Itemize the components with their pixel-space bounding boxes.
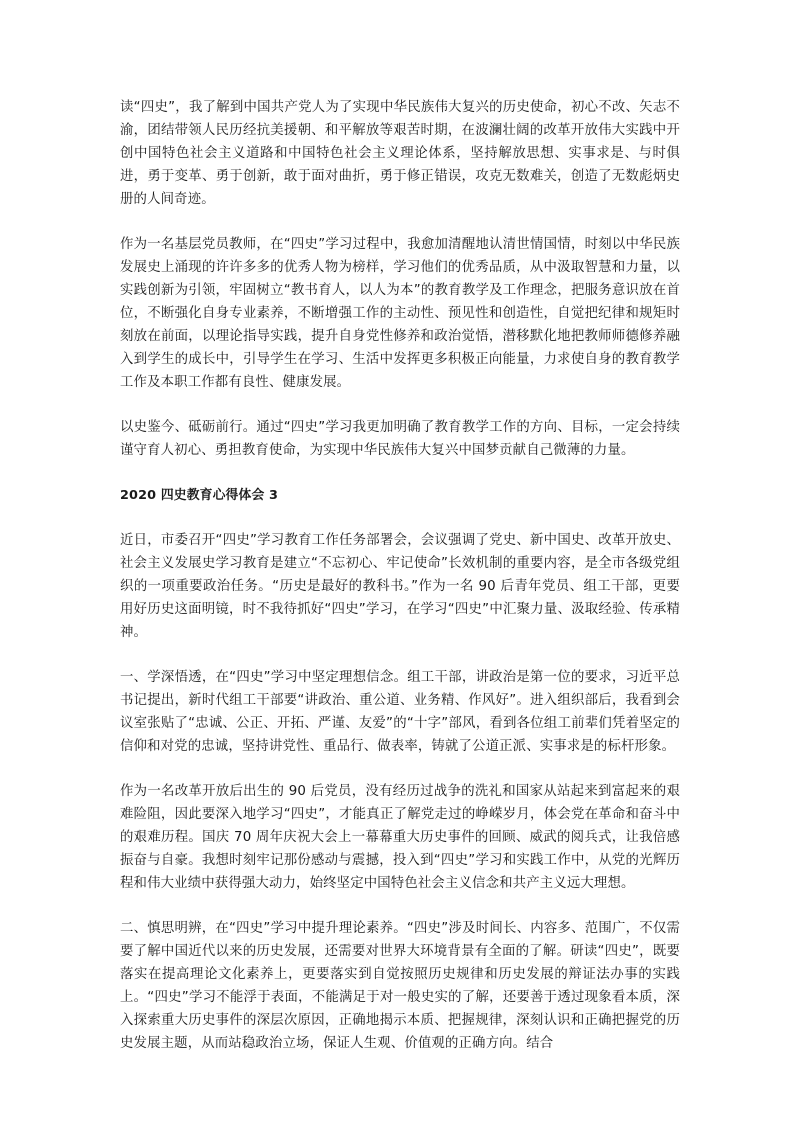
paragraph-meeting-intro: 近日，市委召开“四史”学习教育工作任务部署会，会议强调了党史、新中国史、改革开放史、社会主义发展史学习教育是建立“不忘初心、牢记使命”长效机制的重要内容，是全市各级党组织的一项重要政治任务。“历史是最好的教科书。”作为一名 90 后青年党员、组工干部，更要用好历史这面明镜，时不我待抓好“四史”学习，在学习“四史”中汇聚力量、汲取经验、传承精神。 bbox=[120, 533, 680, 640]
section-heading: 2020 四史教育心得体会 3 bbox=[120, 488, 279, 503]
paragraph-teacher-reflection: 作为一名基层党员教师，在“四史”学习过程中，我愈加清醒地认清世情国情，时刻以中华民族发展史上涌现的许许多多的优秀人物为榜样，学习他们的优秀品质，从中汲取智慧和力量，以实践创新为引领，牢固树立“教书育人，以人为本”的教育教学及工作理念，把服务意识放在首位，不断强化自身专业素养，不断增强工作的主动性、预见性和创造性，自觉把纪律和规矩时刻放在前面，以理论指导实践，提升自身党性修养和政治觉悟，潜移默化地把教师师德修养融入到学生的成长中，引导学生在学习、生活中发挥更多积极正向能量，力求使自身的教育教学工作及本职工作都有良性、健康发展。 bbox=[120, 237, 680, 390]
paragraph-reading-four-histories: 读“四史”，我了解到中国共产党人为了实现中华民族伟大复兴的历史使命，初心不改、矢志不渝，团结带领人民历经抗美援朝、和平解放等艰苦时期，在波澜壮阔的改革开放伟大实践中开创中国特色社会主义道路和中国特色社会主义理论体系，坚持解放思想、实事求是、与时俱进，勇于变革、勇于创新，敢于面对曲折，勇于修正错误，攻克无数难关，创造了无数彪炳史册的人间奇迹。 bbox=[120, 100, 680, 207]
paragraph-point-one: 一、学深悟透，在“四史”学习中坚定理想信念。组工干部，讲政治是第一位的要求，习近平总书记提出，新时代组工干部要“讲政治、重公道、业务精、作风好”。进入组织部后，我看到会议室张贴了“忠诚、公正、开拓、严谨、友爱”的“十字”部风，看到各位组工前辈们凭着坚定的信仰和对党的忠诚，坚持讲党性、重品行、做表率，铸就了公道正派、实事求是的标杆形象。 bbox=[120, 670, 680, 754]
paragraph-point-two: 二、慎思明辨，在“四史”学习中提升理论素养。“四史”涉及时间长、内容多、范围广，不仅需要了解中国近代以来的历史发展，还需要对世界大环境背景有全面的了解。研读“四史”，既要落实在提高理论文化素养上，更要落实到自觉按照历史规律和历史发展的辩证法办事的实践上。“四史”学习不能浮于表面，不能满足于对一般史实的了解，还要善于透过现象看本质，深入探索重大历史事件的深层次原因，正确地揭示本质、把握规律，深刻认识和正确把握党的历史发展主题，从而站稳政治立场，保证人生观、价值观的正确方向。结合 bbox=[120, 921, 680, 1051]
paragraph-post-90s-member: 作为一名改革开放后出生的 90 后党员，没有经历过战争的洗礼和国家从站起来到富起来的艰难险阻，因此要深入地学习“四史”，才能真正了解党走过的峥嵘岁月，体会党在革命和奋斗中的艰难历程。国庆 70 周年庆祝大会上一幕幕重大历史事件的回顾、威武的阅兵式，让我倍感振奋与自豪。我想时刻牢记那份感动与震撼，投入到“四史”学习和实践工作中，从党的光辉历程和伟大业绩中获得强大动力，始终坚定中国特色社会主义信念和共产主义远大理想。 bbox=[120, 784, 680, 891]
paragraph-conclusion: 以史鉴今、砥砺前行。通过“四史”学习我更加明确了教育教学工作的方向、目标，一定会持续谨守育人初心、勇担教育使命，为实现中华民族伟大复兴中国梦贡献自己微薄的力量。 bbox=[120, 420, 680, 458]
document-body bbox=[120, 96, 680, 1077]
